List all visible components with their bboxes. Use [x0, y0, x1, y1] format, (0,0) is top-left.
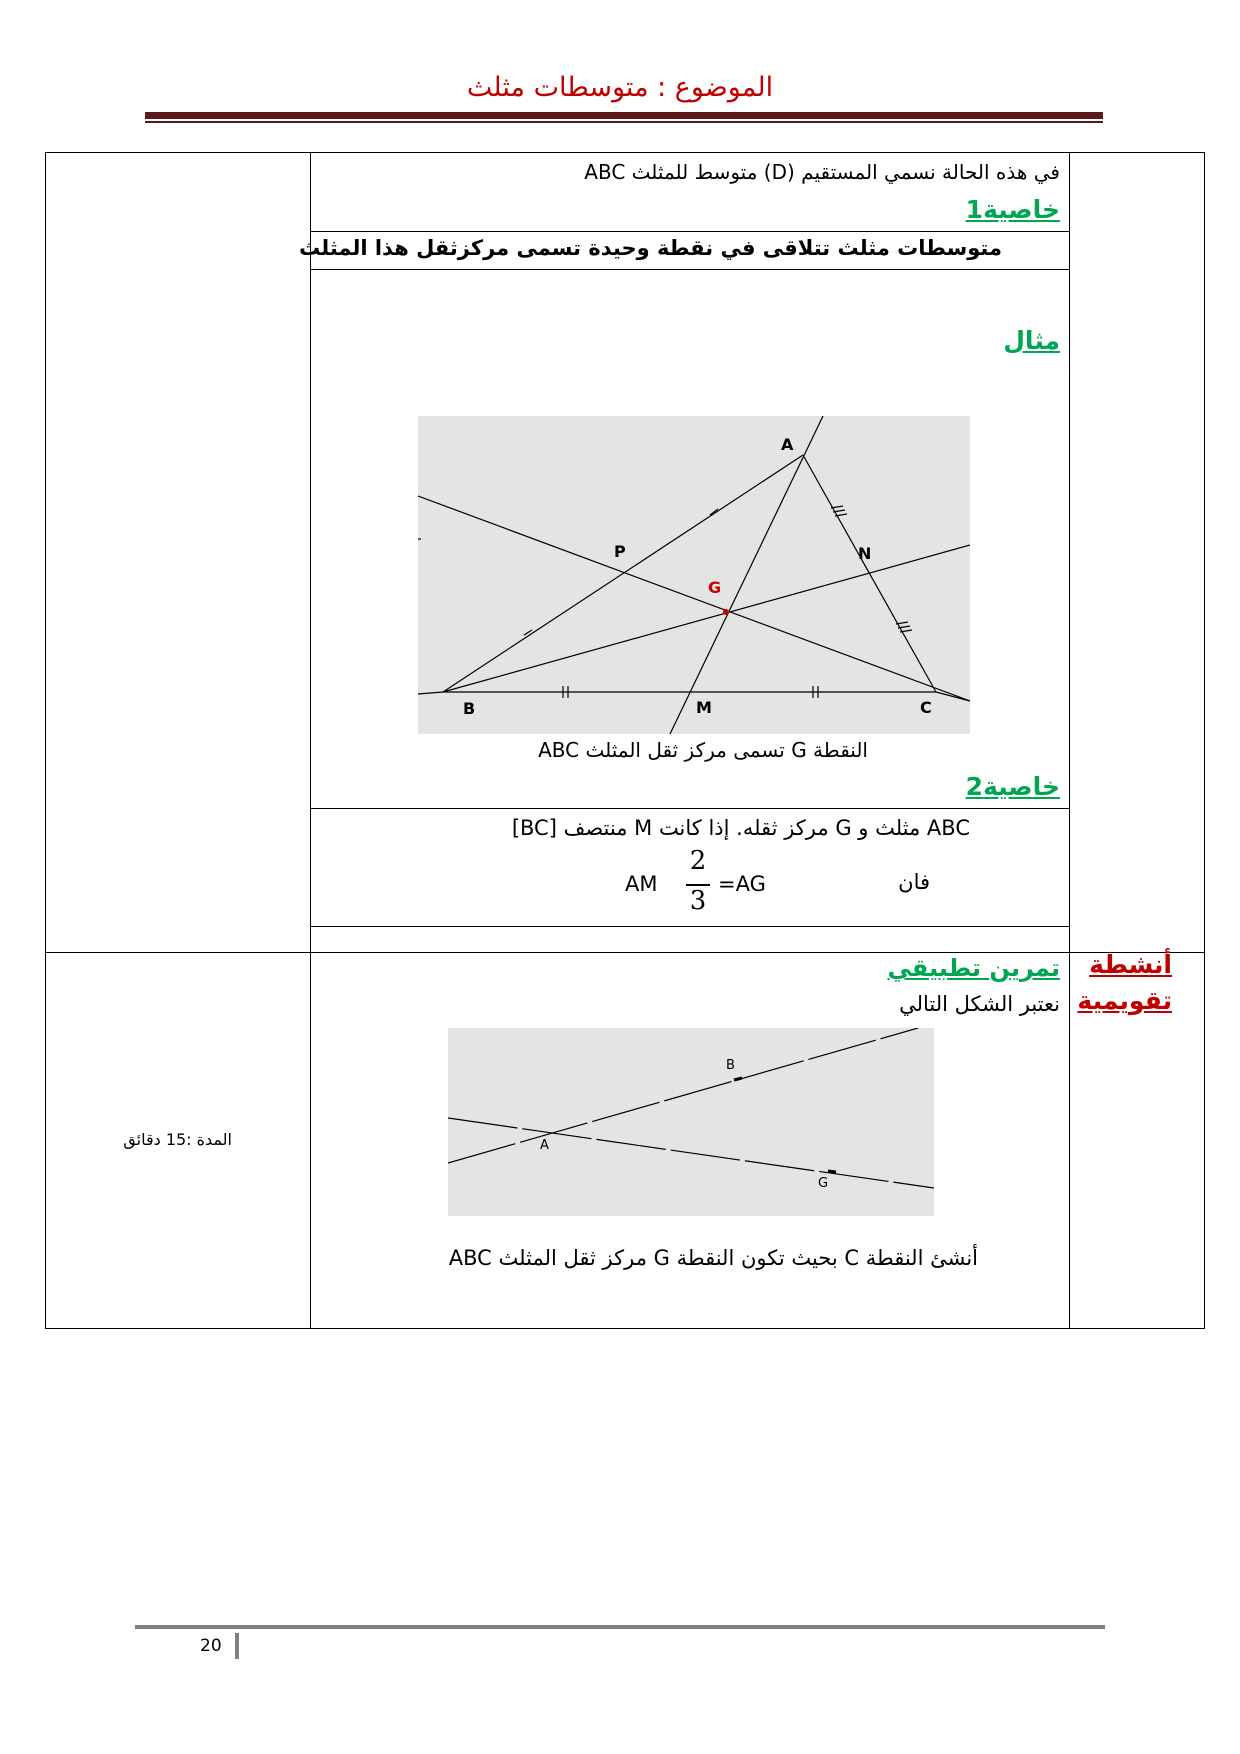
centroid-point — [723, 609, 729, 615]
exercise-task: أنشئ النقطة C بحيث تكون النقطة G مركز ثقل المثلث ABC — [448, 1246, 978, 1270]
exercise-label-b: B — [726, 1058, 735, 1073]
median-definition: في هذه الحالة نسمي المستقيم (D) متوسط للمثلث ABC — [584, 160, 1060, 184]
label-a: A — [781, 435, 794, 454]
property2-title: خاصية2 — [965, 772, 1060, 801]
inner-row-line — [310, 231, 1070, 232]
exercise-title: تمرين تطبيقي — [887, 954, 1060, 982]
exercise-figure — [448, 1028, 934, 1216]
label-c: C — [920, 698, 932, 717]
label-g: G — [708, 578, 722, 597]
footer-rule — [135, 1625, 1105, 1629]
table-column-divider — [310, 152, 311, 1329]
example-title: مثال — [1003, 326, 1060, 355]
inner-row-line — [310, 808, 1070, 809]
duration-label: المدة :15 دقائق — [123, 1130, 232, 1149]
formula-rhs: AM — [625, 872, 658, 896]
side-ab — [443, 455, 803, 692]
table-row-divider — [45, 952, 1205, 953]
property2-then: فان — [898, 870, 930, 894]
exercise-intro: نعتبر الشكل التالي — [899, 992, 1060, 1016]
table-border-right — [1204, 152, 1205, 1329]
property1-title: خاصية1 — [965, 195, 1060, 224]
median-from-b — [443, 545, 970, 692]
label-p: P — [614, 542, 626, 561]
page-number: 20 — [200, 1636, 222, 1656]
inner-row-line — [310, 926, 1070, 927]
figure1-caption: النقطة G تسمى مركز ثقل المثلث ABC — [538, 738, 868, 762]
line-ab — [448, 1028, 918, 1163]
fraction-numerator: 2 — [689, 846, 707, 876]
label-m: M — [696, 698, 712, 717]
footer-tick — [235, 1633, 239, 1659]
exercise-label-a: A — [540, 1138, 549, 1153]
table-border-top — [45, 152, 1205, 153]
label-b: B — [463, 699, 476, 718]
median-from-a — [670, 416, 823, 734]
header-rule-thin — [145, 121, 1103, 123]
label-n: N — [858, 544, 872, 563]
fraction-denominator: 3 — [689, 886, 707, 916]
triangle-medians-figure — [418, 416, 970, 734]
table-border-left — [45, 152, 46, 1329]
property2-hypothesis: ABC مثلث و G مركز ثقله. إذا كانت M منتصف [BC] — [511, 816, 970, 840]
section-label-line1: أنشطة — [1089, 950, 1172, 979]
line-ag — [448, 1118, 934, 1188]
header-rule — [145, 112, 1103, 119]
page-title: الموضوع : متوسطات مثلث — [466, 72, 774, 103]
section-label-line2: تقويمية — [1077, 986, 1172, 1015]
exercise-label-g: G — [818, 1176, 829, 1191]
table-column-divider — [1069, 152, 1070, 1329]
formula-lhs: =AG — [718, 872, 766, 896]
inner-row-line — [310, 269, 1070, 270]
property1-statement: متوسطات مثلث تتلاقى في نقطة وحيدة تسمى مركزثقل هذا المثلث — [299, 236, 1002, 260]
table-border-bottom — [45, 1328, 1205, 1329]
